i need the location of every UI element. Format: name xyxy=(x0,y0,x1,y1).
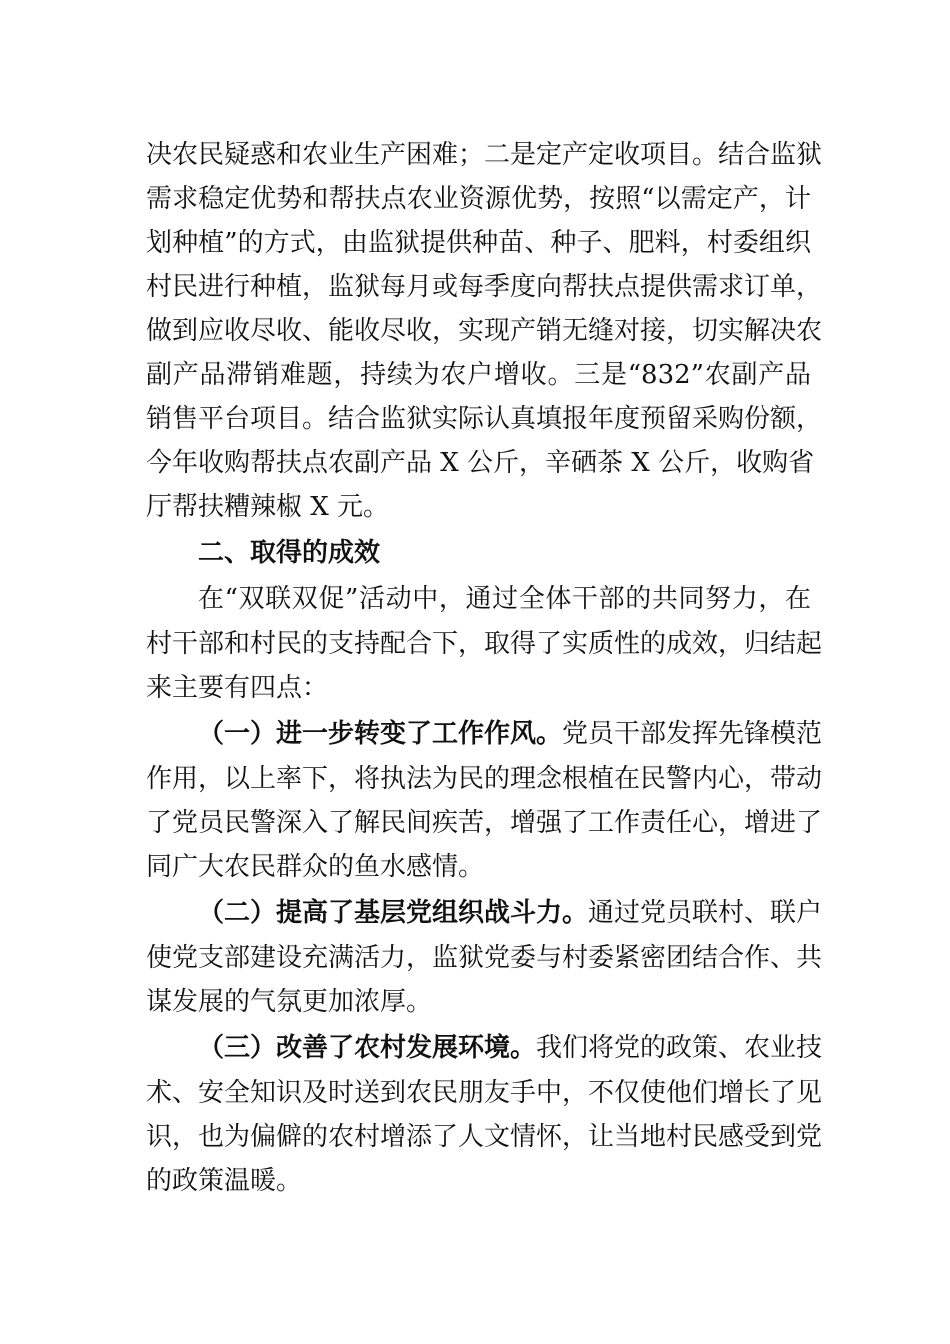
para2-line-1: 在“双联双促”活动中，通过全体干部的共同努力，在 xyxy=(198,584,811,614)
item1-line-3: 了党员民警深入了解民间疾苦，增强了工作责任心，增进了 xyxy=(146,808,823,838)
item2-first-rest: 通过党员联村、联户 xyxy=(588,898,823,928)
item3-line-4: 的政策温暖。 xyxy=(146,1166,303,1196)
para1-line-9: 厅帮扶糟辣椒 X 元。 xyxy=(146,492,390,522)
item1-line-1 xyxy=(198,714,823,754)
para1-line-6: 副产品滞销难题，持续为农户增收。三是“832”农副产品 xyxy=(146,360,811,390)
item2-line-3: 谋发展的气氛更加浓厚。 xyxy=(146,987,433,1017)
para1-line-2: 需求稳定优势和帮扶点农业资源优势，按照“以需定产，计 xyxy=(146,184,811,214)
item1-first-rest: 党员干部发挥先锋模范 xyxy=(562,719,823,749)
item3-line-3: 识，也为偏僻的农村增添了人文情怀，让当地村民感受到党 xyxy=(146,1122,823,1152)
item2-lead: （二）提高了基层党组织战斗力。 xyxy=(198,898,589,928)
para1-line-1: 决农民疑惑和农业生产困难；二是定产定收项目。结合监狱 xyxy=(146,140,823,170)
item3-lead: （三）改善了农村发展环境。 xyxy=(198,1033,537,1063)
item3-line-2: 术、安全知识及时送到农民朋友手中，不仅使他们增长了见 xyxy=(146,1078,823,1108)
para1-line-4: 村民进行种植，监狱每月或每季度向帮扶点提供需求订单， xyxy=(146,272,823,302)
para1-line-7: 销售平台项目。结合监狱实际认真填报年度预留采购份额， xyxy=(146,404,823,434)
para1-line-3: 划种植”的方式，由监狱提供种苗、种子、肥料，村委组织 xyxy=(146,228,811,258)
section-heading: 二、取得的成效 xyxy=(198,538,381,568)
item1-line-2: 作用，以上率下，将执法为民的理念根植在民警内心，带动 xyxy=(146,764,823,794)
para1-line-5: 做到应收尽收、能收尽收，实现产销无缝对接，切实解决农 xyxy=(146,316,823,346)
item3-first-rest: 我们将党的政策、农业技 xyxy=(536,1033,823,1063)
para1-line-8: 今年收购帮扶点农副产品 X 公斤，辛硒茶 X 公斤，收购省 xyxy=(146,448,815,478)
item3-line-1 xyxy=(198,1028,823,1068)
para2-line-3: 来主要有四点： xyxy=(146,673,329,703)
item2-line-2: 使党支部建设充满活力，监狱党委与村委紧密团结合作、共 xyxy=(146,943,823,973)
item1-lead: （一）进一步转变了工作作风。 xyxy=(198,719,563,749)
para2-line-2: 村干部和村民的支持配合下，取得了实质性的成效，归结起 xyxy=(146,629,823,659)
item2-line-1 xyxy=(198,893,823,933)
item1-line-4: 同广大农民群众的鱼水感情。 xyxy=(146,852,485,882)
